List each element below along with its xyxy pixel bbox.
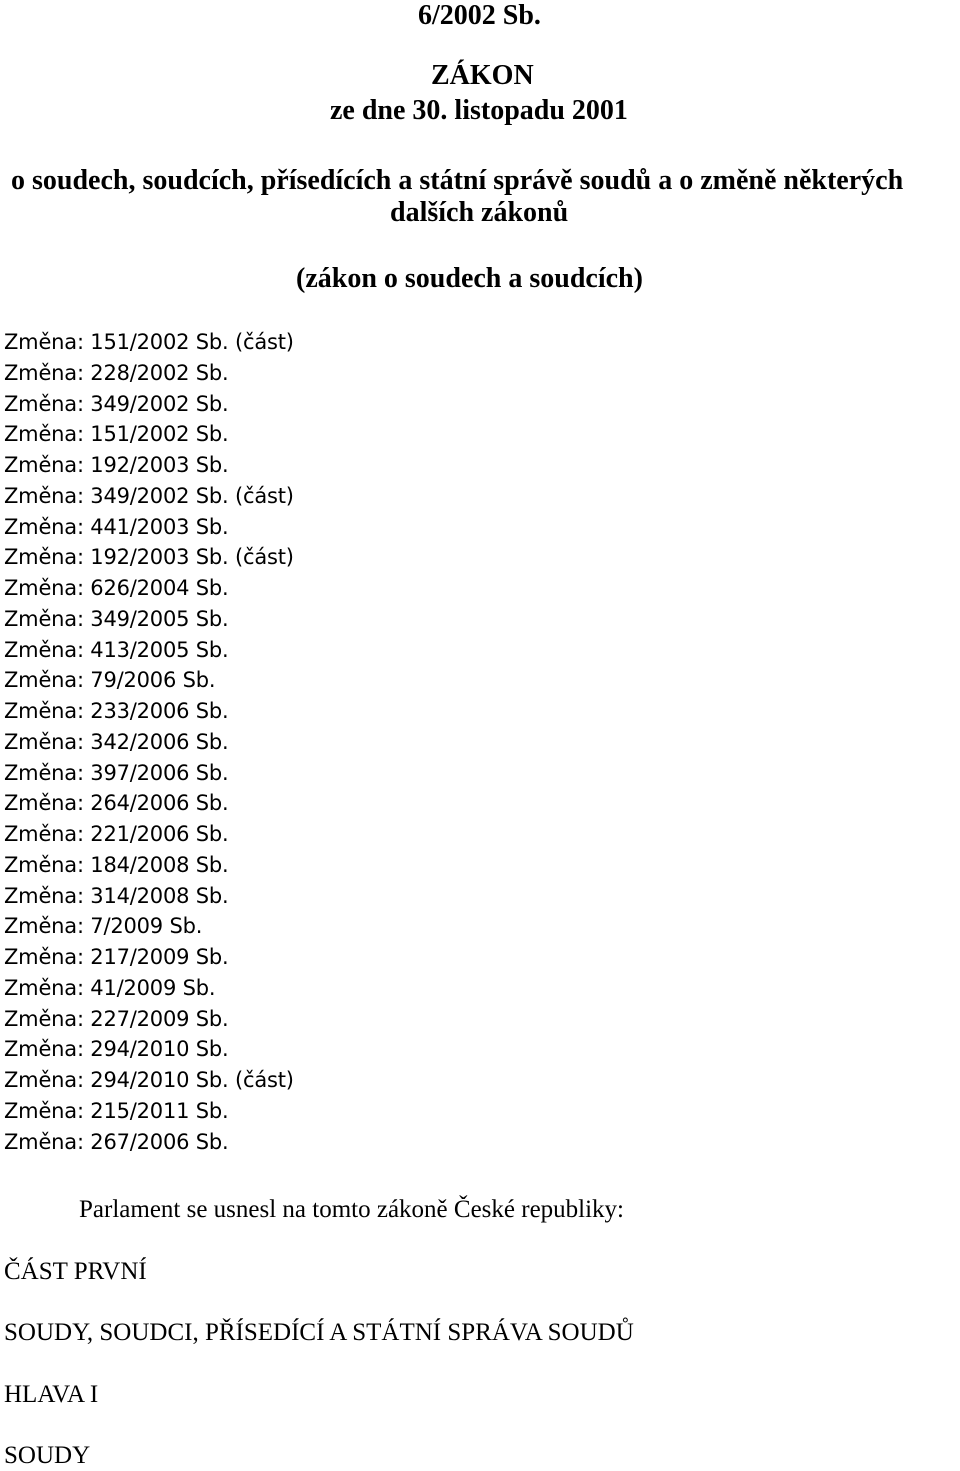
amendment-item: Změna: 192/2003 Sb. (část) bbox=[4, 545, 294, 570]
document-date: ze dne 30. listopadu 2001 bbox=[330, 95, 628, 126]
amendment-item: Změna: 151/2002 Sb. bbox=[4, 422, 229, 447]
amendment-item: Změna: 413/2005 Sb. bbox=[4, 637, 229, 662]
amendments-list bbox=[4, 327, 294, 1157]
amendment-item: Změna: 79/2006 Sb. bbox=[4, 668, 216, 693]
amendment-item: Změna: 349/2002 Sb. (část) bbox=[4, 483, 294, 508]
amendment-item: Změna: 233/2006 Sb. bbox=[4, 699, 229, 723]
amendment-item: Změna: 314/2008 Sb. bbox=[4, 883, 229, 908]
amendment-item: Změna: 264/2006 Sb. bbox=[4, 791, 229, 816]
chapter-heading: HLAVA I bbox=[4, 1381, 99, 1408]
amendment-item: Změna: 184/2008 Sb. bbox=[4, 852, 229, 877]
amendment-item: Změna: 349/2002 Sb. bbox=[4, 391, 229, 416]
amendment-item: Změna: 192/2003 Sb. bbox=[4, 453, 229, 477]
amendment-item: Změna: 41/2009 Sb. bbox=[4, 975, 216, 1000]
law-number: 6/2002 Sb. bbox=[418, 0, 541, 31]
title-line-2: dalších zákonů bbox=[390, 197, 569, 228]
amendment-item: Změna: 7/2009 Sb. bbox=[4, 914, 203, 939]
amendment-item: Změna: 228/2002 Sb. bbox=[4, 360, 229, 385]
amendment-item: Změna: 215/2011 Sb. bbox=[4, 1098, 229, 1123]
amendment-item: Změna: 267/2006 Sb. bbox=[4, 1129, 229, 1154]
part-heading: ČÁST PRVNÍ bbox=[4, 1258, 147, 1285]
amendment-item: Změna: 626/2004 Sb. bbox=[4, 576, 229, 600]
amendment-item: Změna: 221/2006 Sb. bbox=[4, 822, 229, 846]
amendment-item: Změna: 342/2006 Sb. bbox=[4, 729, 229, 754]
amendment-item: Změna: 217/2009 Sb. bbox=[4, 945, 229, 969]
short-title: (zákon o soudech a soudcích) bbox=[296, 263, 643, 294]
amendment-item: Změna: 349/2005 Sb. bbox=[4, 606, 229, 631]
amendment-item: Změna: 227/2009 Sb. bbox=[4, 1006, 229, 1031]
document-type: ZÁKON bbox=[431, 60, 534, 91]
title-line-1: o soudech, soudcích, přísedících a státní správě soudů a o změně některých bbox=[11, 165, 904, 196]
amendment-item: Změna: 441/2003 Sb. bbox=[4, 514, 229, 539]
amendment-item: Změna: 151/2002 Sb. (část) bbox=[4, 330, 294, 354]
preamble: Parlament se usnesl na tomto zákoně České republiky: bbox=[79, 1196, 625, 1223]
amendment-item: Změna: 294/2010 Sb. bbox=[4, 1037, 229, 1062]
chapter-title: SOUDY bbox=[4, 1442, 91, 1469]
amendment-item: Změna: 294/2010 Sb. (část) bbox=[4, 1068, 294, 1092]
part-title: SOUDY, SOUDCI, PŘÍSEDÍCÍ A STÁTNÍ SPRÁVA SOUDŮ bbox=[4, 1319, 634, 1346]
amendment-item: Změna: 397/2006 Sb. bbox=[4, 760, 229, 785]
